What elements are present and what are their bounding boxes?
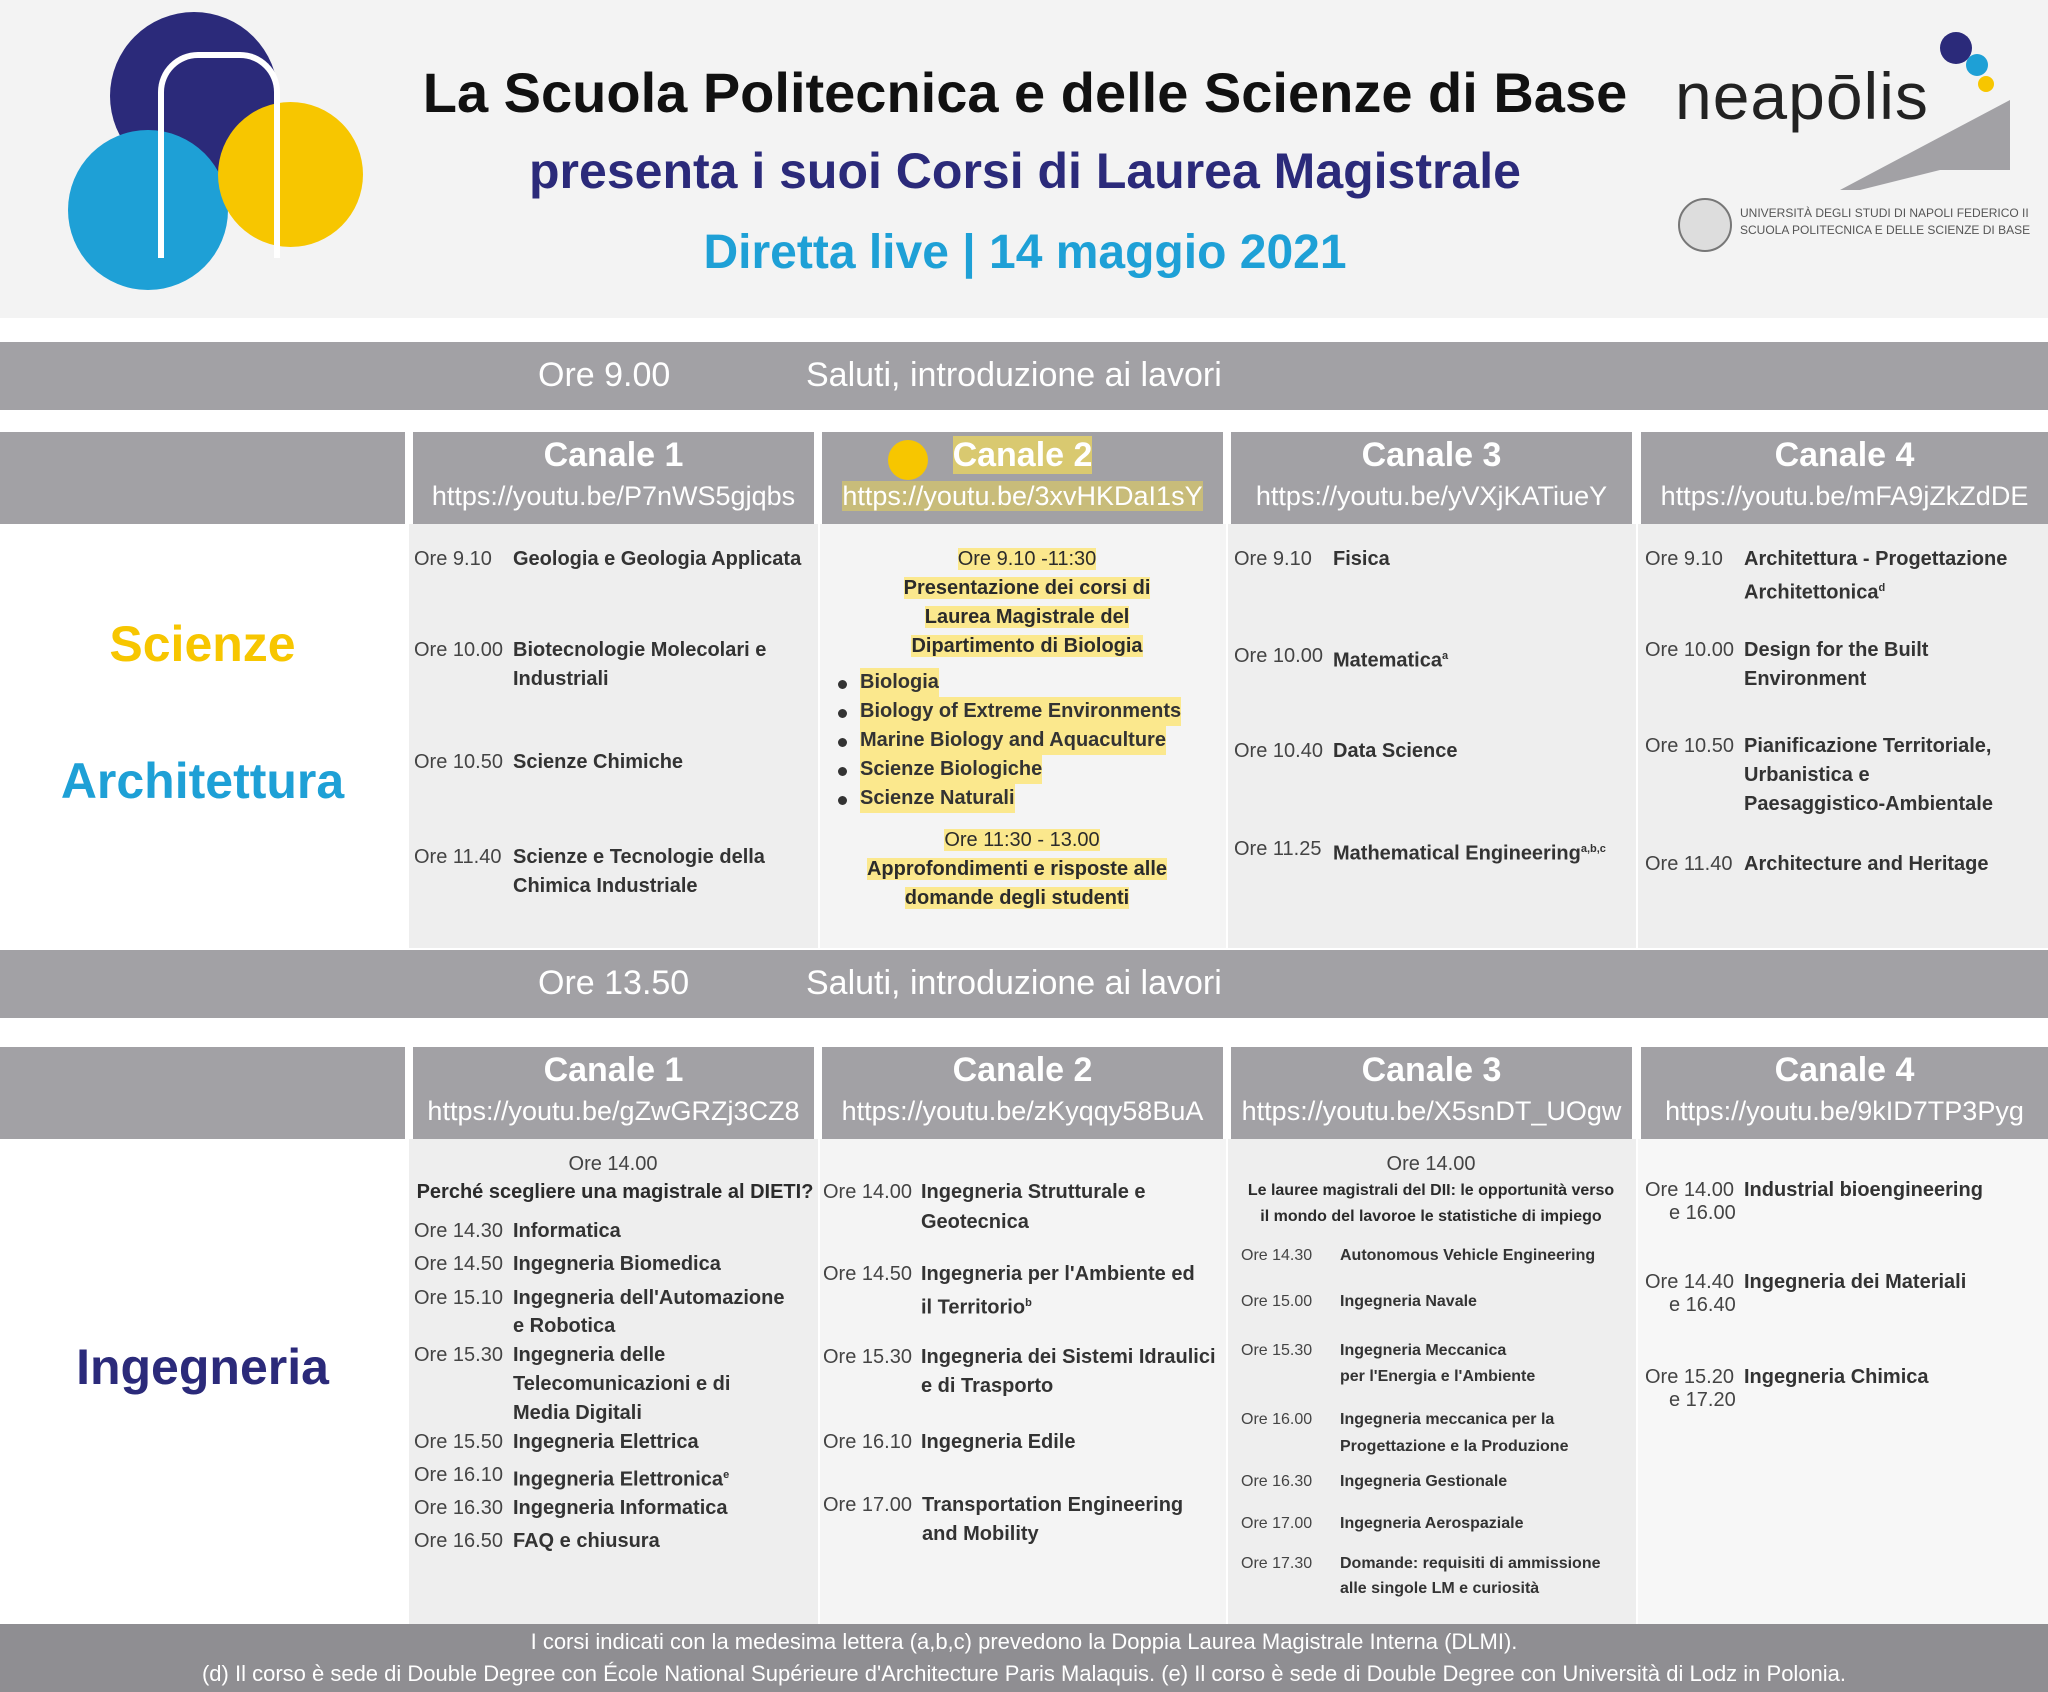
channel-link[interactable]: https://youtu.be/3xvHKDaI1sY	[842, 481, 1203, 511]
intro-talk-line1: Le lauree magistrali del DII: le opportunità verso	[1247, 1182, 1615, 1199]
channel-name: Canale 3	[1361, 1051, 1502, 1089]
neapolis-logo-text: neapōlis	[1675, 59, 1929, 133]
school-name: SCUOLA POLITECNICA E DELLE SCIENZE DI BASE	[1740, 223, 2031, 237]
bullet-icon	[838, 796, 847, 805]
schedule-time: Ore 14.00	[1386, 1153, 1476, 1175]
channel-name: Canale 4	[1774, 1051, 1915, 1089]
bullet-icon	[838, 709, 847, 718]
bullet-icon	[838, 738, 847, 747]
channel-name: Canale 2	[952, 1051, 1093, 1089]
intro-talk: Perché scegliere una magistrale al DIETI?	[416, 1181, 814, 1203]
channel-name: Canale 2	[952, 436, 1093, 474]
section-scienze: Scienze	[109, 616, 296, 672]
channel-name: Canale 4	[1774, 436, 1915, 474]
event-date: Diretta live | 14 maggio 2021	[703, 226, 1347, 279]
university-seal-icon	[1678, 198, 1732, 252]
afternoon-channel-1-header	[413, 1047, 814, 1139]
afternoon-band	[0, 950, 2048, 1018]
intro-talk-line2: il mondo del lavoroe le statistiche di impiego	[1260, 1208, 1602, 1225]
afternoon-channel-3-header	[1231, 1047, 1632, 1139]
morning-channel-1-header	[413, 432, 814, 524]
page-title: La Scuola Politecnica e delle Scienze di Base	[422, 61, 1628, 124]
morning-band-text: Saluti, introduzione ai lavori	[806, 356, 1222, 394]
morning-band	[0, 342, 2048, 410]
channel-name: Canale 1	[543, 436, 684, 474]
afternoon-header-spacer	[0, 1047, 405, 1139]
channel-link[interactable]: https://youtu.be/gZwGRZj3CZ8	[427, 1096, 800, 1126]
morning-channel-4-header	[1641, 432, 2048, 524]
bullet-icon	[838, 680, 847, 689]
morning-header-spacer	[0, 432, 405, 524]
footer-notes	[0, 1624, 2048, 1692]
schedule-time: Ore 9.10 -11:30	[957, 548, 1097, 570]
page-subtitle: presenta i suoi Corsi di Laurea Magistrale	[529, 143, 1521, 199]
channel-link[interactable]: https://youtu.be/P7nWS5gjqbs	[431, 481, 796, 511]
header	[0, 0, 2048, 318]
school-logo	[68, 12, 368, 302]
section-ingegneria: Ingegneria	[76, 1339, 329, 1395]
afternoon-band-time: Ore 13.50	[538, 964, 690, 1002]
afternoon-channel-2-header	[822, 1047, 1223, 1139]
morning-channel-2-header	[822, 432, 1223, 524]
footnote-dlmi: I corsi indicati con la medesima lettera (a,b,c) prevedono la Doppia Laurea Magistrale Interna (DLMI).	[530, 1629, 1518, 1654]
channel-link[interactable]: https://youtu.be/zKyqqy58BuA	[841, 1096, 1204, 1126]
bullet-icon	[838, 767, 847, 776]
morning-channel-3-header	[1231, 432, 1632, 524]
channel-link[interactable]: https://youtu.be/yVXjKATiueY	[1255, 481, 1608, 511]
schedule-time: Ore 14.00	[568, 1153, 658, 1175]
channel-name: Canale 3	[1361, 436, 1502, 474]
highlight-dot-icon	[888, 440, 928, 480]
channel-name: Canale 1	[543, 1051, 684, 1089]
morning-band-time: Ore 9.00	[538, 356, 671, 394]
university-name: UNIVERSITÀ DEGLI STUDI DI NAPOLI FEDERICO II	[1740, 206, 2029, 220]
afternoon-channel-4-header	[1641, 1047, 2048, 1139]
channel-link[interactable]: https://youtu.be/mFA9jZkZdDE	[1660, 481, 2029, 511]
schedule-time: Ore 11:30 - 13.00	[944, 829, 1100, 851]
footnote-double-degree: (d) Il corso è sede di Double Degree con École National Supérieure d'Architecture Paris Malaquis. (e) Il corso è sede di Double Degree con Università di Lodz in Polonia.	[201, 1661, 1847, 1686]
channel-link[interactable]: https://youtu.be/X5snDT_UOgw	[1241, 1096, 1622, 1126]
afternoon-band-text: Saluti, introduzione ai lavori	[806, 964, 1222, 1002]
section-architettura: Architettura	[60, 753, 345, 809]
channel-link[interactable]: https://youtu.be/9kID7TP3Pyg	[1665, 1096, 2024, 1126]
neapolis-ramp	[1840, 100, 2010, 195]
